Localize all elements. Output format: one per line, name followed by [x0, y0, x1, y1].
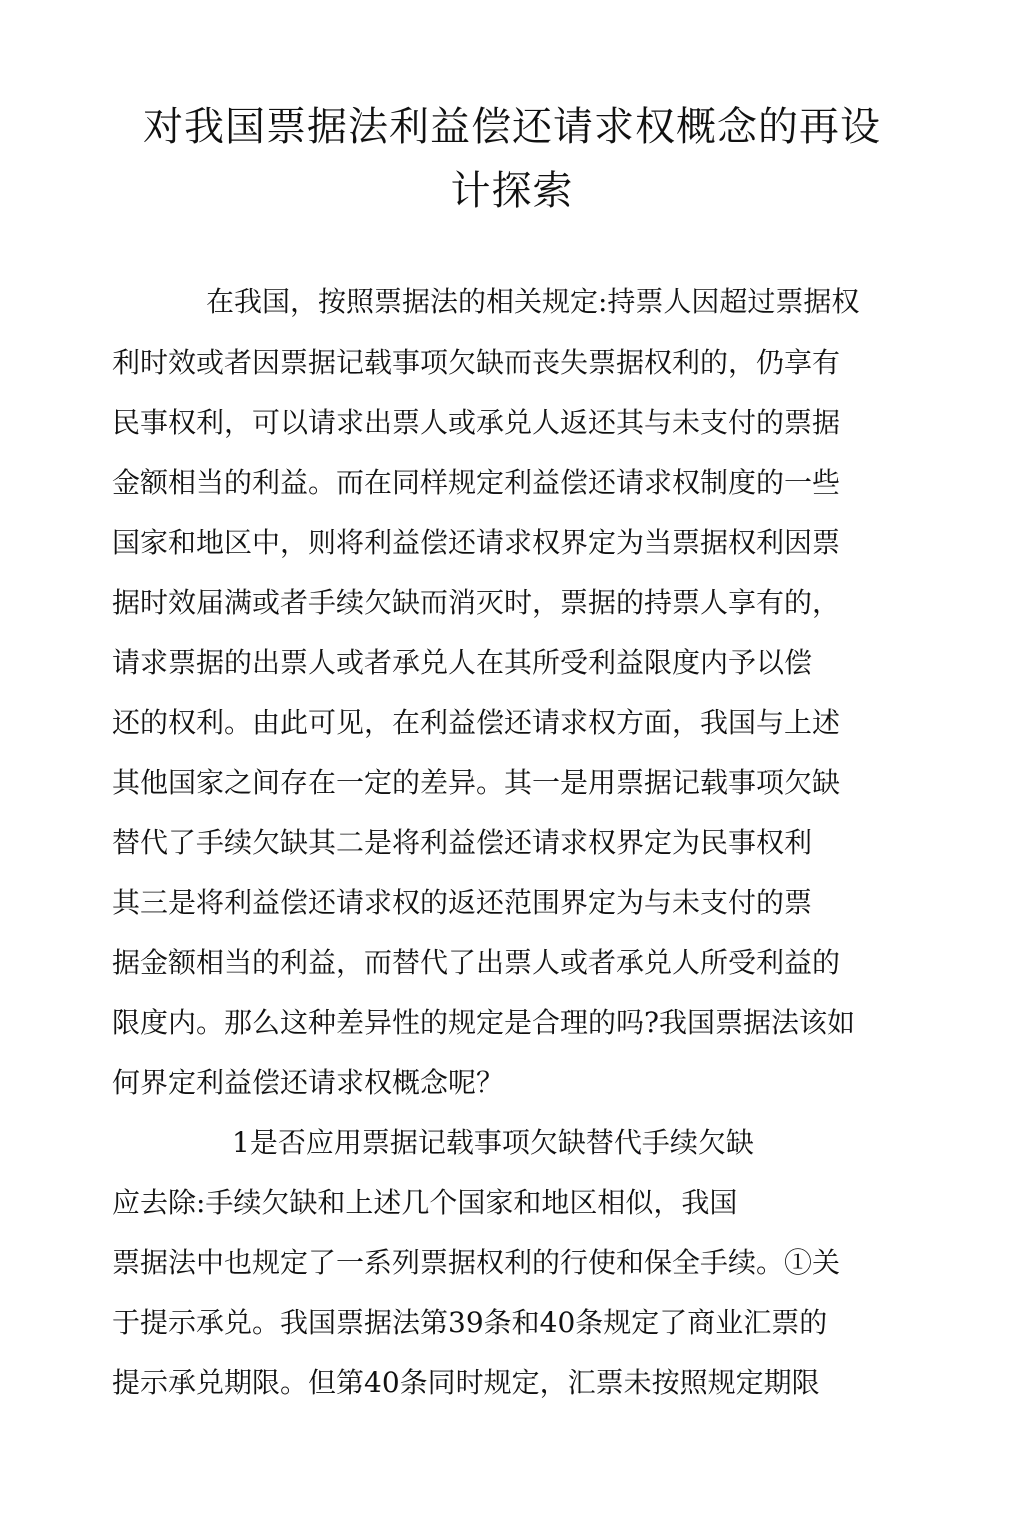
- paragraph-line: 应去除:手续欠缺和上述几个国家和地区相似，我国: [112, 1186, 738, 1219]
- paragraph-line: 利时效或者因票据记载事项欠缺而丧失票据权利的，仍享有: [112, 346, 841, 379]
- document-title: [110, 95, 914, 223]
- paragraph-line: 其三是将利益偿还请求权的返还范围界定为与未支付的票: [112, 886, 813, 919]
- section-heading: 1是否应用票据记载事项欠缺替代手续欠缺: [232, 1126, 754, 1159]
- paragraph-line: 还的权利。由此可见，在利益偿还请求权方面，我国与上述: [112, 706, 841, 739]
- paragraph-line: 据时效届满或者手续欠缺而消灭时，票据的持票人享有的，: [112, 586, 841, 619]
- paragraph-line: 票据法中也规定了一系列票据权利的行使和保全手续。①关: [112, 1246, 841, 1279]
- paragraph-line: 其他国家之间存在一定的差异。其一是用票据记载事项欠缺: [112, 766, 841, 799]
- paragraph-line: 提示承兑期限。但第40条同时规定，汇票未按照规定期限: [112, 1366, 820, 1399]
- paragraph-line: 限度内。那么这种差异性的规定是合理的吗?我国票据法该如: [112, 1006, 856, 1039]
- title-line-2: 计探索: [450, 168, 574, 214]
- paragraph-line: 替代了手续欠缺其二是将利益偿还请求权界定为民事权利: [112, 826, 813, 859]
- paragraph-line: 金额相当的利益。而在同样规定利益偿还请求权制度的一些: [112, 466, 841, 499]
- paragraph-line: 在我国，按照票据法的相关规定:持票人因超过票据权: [206, 285, 860, 318]
- paragraph-line: 据金额相当的利益，而替代了出票人或者承兑人所受利益的: [112, 946, 841, 979]
- paragraph-line: 民事权利，可以请求出票人或承兑人返还其与未支付的票据: [112, 406, 841, 439]
- paragraph-line: 国家和地区中，则将利益偿还请求权界定为当票据权利因票: [112, 526, 841, 559]
- paragraph-line: 于提示承兑。我国票据法第39条和40条规定了商业汇票的: [112, 1306, 828, 1339]
- title-line-1: 对我国票据法利益偿还请求权概念的再设: [143, 104, 881, 150]
- paragraph-line: 请求票据的出票人或者承兑人在其所受利益限度内予以偿: [112, 646, 813, 679]
- paragraph-line: 何界定利益偿还请求权概念呢？: [112, 1066, 505, 1099]
